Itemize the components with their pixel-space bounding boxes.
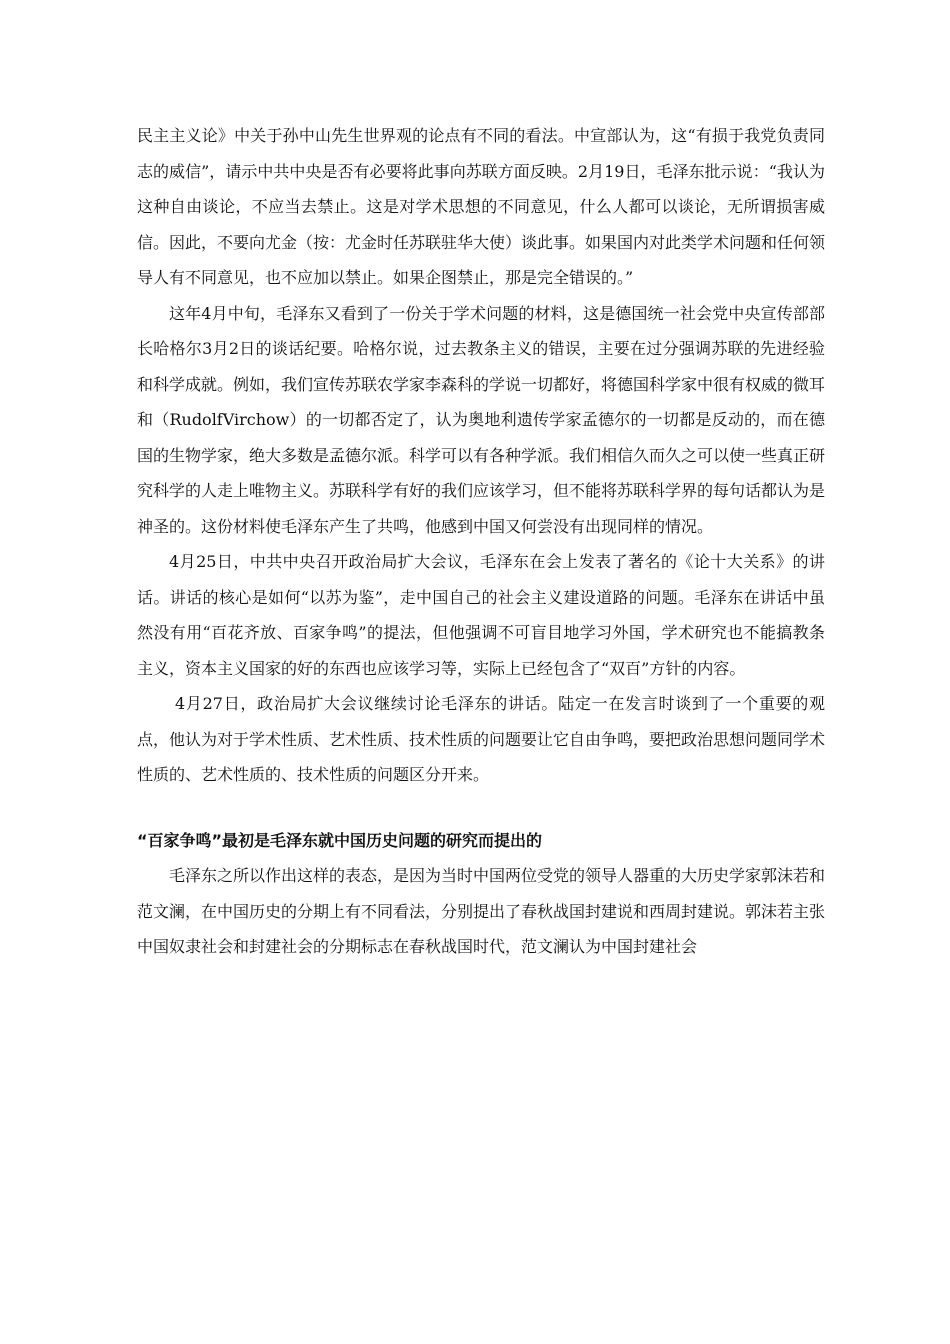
paragraph-5: 毛泽东之所以作出这样的表态，是因为当时中国两位受党的领导人器重的大历史学家郭沫若和范文澜，在中国历史的分期上有不同看法，分别提出了春秋战国封建说和西周封建说。郭沫若主张中国奴隶社会和封建社会的分期标志在春秋战国时代，范文澜认为中国封建社会 [137,866,826,956]
paragraph-2: 这年4月中旬，毛泽东又看到了一份关于学术问题的材料，这是德国统一社会党中央宣传部部长哈格尔3月2日的谈话纪要。哈格尔说，过去教条主义的错误，主要在过分强调苏联的先进经验和科学成就。例如，我们宣传苏联农学家李森科的学说一切都好，将德国科学家中很有权威的微耳和（RudolfVirchow）的一切都否定了，认为奥地利遗传学家孟德尔的一切都是反动的，而在德国的生物学家，绝大多数是孟德尔派。科学可以有各种学派。我们相信久而久之可以使一些真正研究科学的人走上唯物主义。苏联科学有好的我们应该学习，但不能将苏联科学界的每句话都认为是神圣的。这份材料使毛泽东产生了共鸣，他感到中国又何尝没有出现同样的情况。 [137,303,826,536]
section-heading: “百家争鸣”最初是毛泽东就中国历史问题的研究而提出的 [137,830,543,850]
section-spacer [137,793,825,823]
document-page [137,118,825,965]
paragraph-4: 4月27日，政治局扩大会议继续讨论毛泽东的讲话。陆定一在发言时谈到了一个重要的观点，他认为对于学术性质、艺术性质、技术性质的问题要让它自由争鸣，要把政治思想问题同学术性质的、艺术性质的、技术性质的问题区分开来。 [137,694,826,784]
paragraph-1: 民主主义论》中关于孙中山先生世界观的论点有不同的看法。中宣部认为，这“有损于我党负责同志的威信”，请示中共中央是否有必要将此事向苏联方面反映。2月19日，毛泽东批示说：“我认为这种自由谈论，不应当去禁止。这是对学术思想的不同意见，什么人都可以谈论，无所谓损害威信。因此，不要向尤金（按：尤金时任苏联驻华大使）谈此事。如果国内对此类学术问题和任何领导人有不同意见，也不应加以禁止。如果企图禁止，那是完全错误的。” [137,126,826,287]
paragraph-3: 4月25日，中共中央召开政治局扩大会议，毛泽东在会上发表了著名的《论十大关系》的讲话。讲话的核心是如何“以苏为鉴”，走中国自己的社会主义建设道路的问题。毛泽东在讲话中虽然没有用“百花齐放、百家争鸣”的提法，但他强调不可盲目地学习外国，学术研究也不能搞教条主义，资本主义国家的好的东西也应该学习等，实际上已经包含了“双百”方针的内容。 [137,552,825,678]
